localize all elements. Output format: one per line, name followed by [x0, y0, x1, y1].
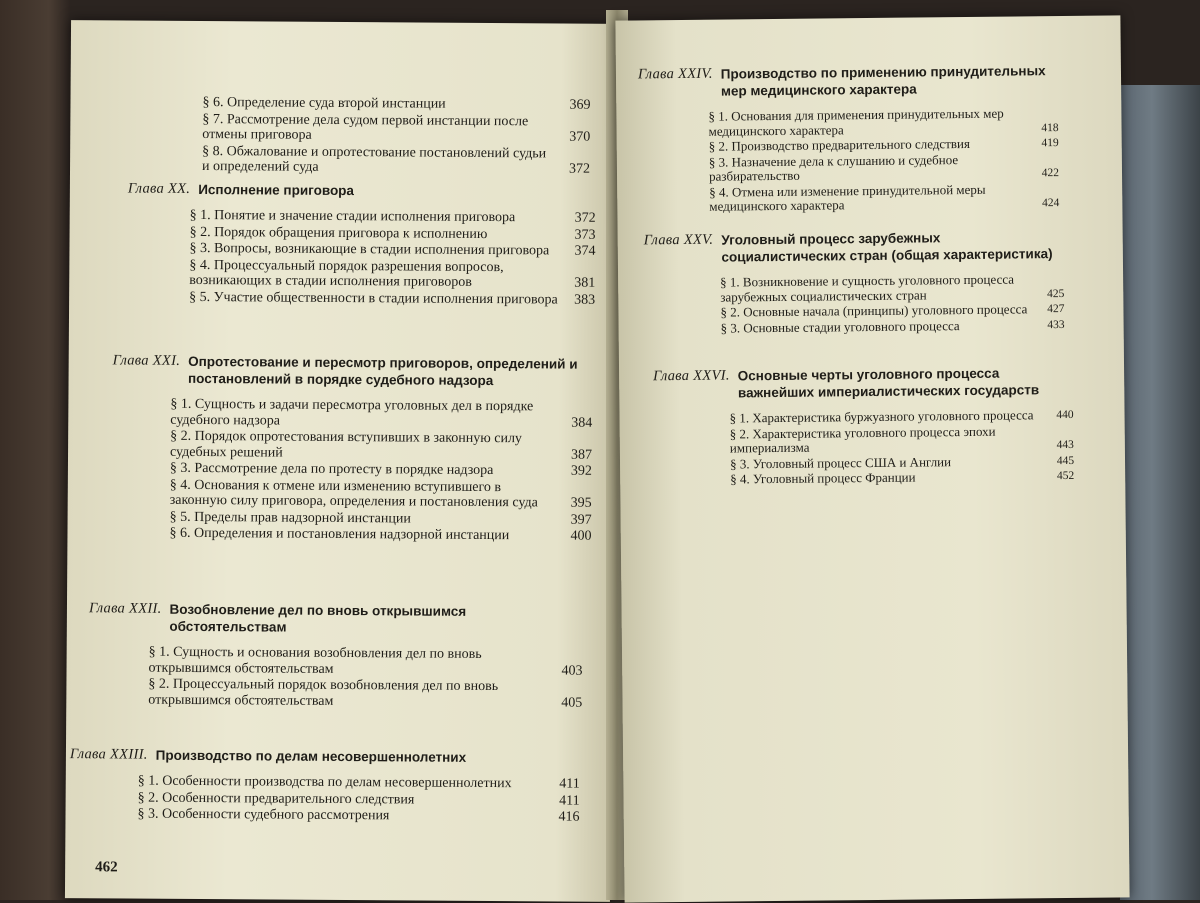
toc-entry-text: § 7. Рассмотрение дела судом первой инстанции после отмены приговора — [202, 111, 529, 143]
toc-entry-text: § 1. Основания для применения принудительных мер медицинского характера — [708, 105, 1004, 139]
toc-entry-text: § 3. Уголовный процесс США и Англии — [729, 453, 952, 471]
toc-entry-text: § 1. Сущность и задачи пересмотра уголовных дел в порядке судебного надзора — [170, 396, 534, 429]
toc-entry — [708, 106, 1058, 139]
toc-entry-page: 411 — [559, 776, 580, 792]
chapter-heading — [113, 352, 593, 389]
toc-entry — [170, 509, 592, 527]
toc-entry-text: § 2. Характеристика уголовного процесса эпохи империализма — [729, 423, 996, 456]
toc-entry — [169, 526, 591, 544]
chapter-number: Глава XXIII. — [69, 746, 148, 763]
left-page — [65, 20, 616, 902]
chapter-number: Глава XXII. — [88, 600, 162, 617]
toc-entry-page: 392 — [570, 463, 592, 479]
toc-entry-text: § 4. Процессуальный порядок разрешения вопросов, возникающих в стадии исполнения приговоров — [189, 257, 504, 290]
toc-entry-page: 443 — [1056, 438, 1074, 452]
toc-entry — [148, 645, 582, 679]
toc-entry-text: § 6. Определение суда второй инстанции — [202, 95, 446, 112]
toc-entry-text: § 3. Рассмотрение дела по протесту в порядке надзора — [169, 460, 494, 479]
toc-entry-text: § 5. Пределы прав надзорной инстанции — [169, 509, 411, 526]
toc-entry-page: 384 — [571, 415, 593, 431]
toc-entry-page: 440 — [1056, 408, 1074, 422]
toc-entry-text: § 3. Назначение дела к слушанию и судебное разбирательство — [708, 151, 959, 184]
toc-entry-text: § 4. Отмена или изменение принудительной меры медицинского характера — [709, 181, 986, 214]
toc-entry-text: § 2. Особенности предварительного следствия — [137, 790, 415, 808]
entry-list — [169, 397, 592, 544]
toc-entry — [709, 152, 1059, 185]
toc-entry-page: 405 — [561, 695, 583, 711]
chapter-number: Глава XX. — [127, 180, 191, 197]
toc-entry-page: 419 — [1041, 137, 1059, 150]
toc-entry — [189, 257, 595, 291]
chapter-xxi — [111, 352, 592, 545]
toc-entry-page: 425 — [1046, 287, 1065, 300]
chapter-number: Глава XXI. — [112, 352, 181, 369]
toc-entry — [190, 224, 596, 242]
toc-entry-page: 445 — [1056, 454, 1075, 467]
toc-entry-page: 397 — [570, 512, 592, 528]
toc-entry — [148, 677, 582, 711]
toc-entry — [730, 469, 1074, 487]
toc-entry-text: § 3. Основные стадии уголовного процесса — [720, 317, 960, 336]
toc-entry-page: 387 — [570, 447, 593, 463]
chapter-heading — [89, 600, 583, 637]
chapter-title: Производство по применению принудительных мер медицинского характера — [720, 63, 1046, 99]
toc-entry-page: 372 — [568, 161, 591, 177]
chapter-xx — [127, 181, 596, 309]
toc-entry-page: 374 — [574, 243, 596, 259]
chapter-heading — [128, 181, 596, 201]
toc-entry-text: § 1. Сущность и основания возобновления дел по вновь открывшимся обстоятельствам — [148, 644, 482, 677]
chapter-heading — [70, 746, 580, 767]
toc-entry-page: 400 — [570, 528, 592, 544]
chapter-title: Производство по делам несовершеннолетних — [155, 747, 467, 765]
chapter-xxvi — [653, 364, 1074, 489]
toc-entry-page: 403 — [561, 663, 583, 679]
toc-entry-page: 427 — [1047, 302, 1065, 316]
chapter-title: Опротестование и пересмотр приговоров, определений и постановлений в порядке судебного надзора — [187, 353, 578, 389]
toc-entry — [138, 790, 580, 809]
toc-entry-page: 395 — [570, 495, 592, 511]
chapter-xxiii — [69, 746, 580, 826]
toc-entry — [730, 423, 1074, 456]
chapter-heading — [638, 62, 1058, 100]
toc-entry-page: 369 — [569, 97, 591, 113]
chapter-number: Глава XXVI. — [653, 367, 730, 385]
toc-entry-text: § 1. Возникновение и сущность уголовного процесса зарубежных социалистических стран — [720, 271, 1015, 305]
toc-entry — [138, 774, 580, 793]
toc-entry — [202, 95, 590, 113]
entry-list — [729, 408, 1074, 487]
toc-entry-text: § 4. Основания к отмене или изменению вступившего в законную силу приговора, определения и постановления суда — [169, 477, 538, 511]
toc-entry — [170, 397, 592, 431]
toc-entry-text: § 2. Основные начала (принципы) уголовного процесса — [720, 301, 1028, 320]
toc-entry-page: 370 — [569, 129, 591, 145]
toc-entry-page: 411 — [559, 793, 580, 809]
toc-entry — [720, 272, 1064, 305]
toc-entry — [709, 182, 1059, 215]
toc-entry-text: § 1. Характеристика буржуазного уголовного процесса — [729, 407, 1034, 426]
toc-entry — [202, 112, 590, 146]
chapter-heading — [644, 228, 1064, 266]
toc-entry-text: § 5. Участие общественности в стадии исполнения приговора — [189, 289, 558, 308]
entry-list — [720, 272, 1065, 336]
toc-entry — [170, 477, 592, 511]
chapter-title: Основные черты уголовного процесса важнейших империалистических государств — [737, 365, 1040, 401]
chapter-title: Исполнение приговора — [198, 182, 355, 199]
entry-list — [189, 208, 596, 308]
toc-entry-text: § 4. Уголовный процесс Франции — [730, 469, 916, 487]
toc-entry — [189, 241, 595, 259]
book-cover-edge — [1120, 85, 1200, 900]
entry-list — [708, 106, 1059, 214]
page-number: 462 — [95, 859, 118, 876]
toc-entry-page: 416 — [558, 809, 580, 825]
desk-background — [0, 0, 70, 900]
toc-entry-page: 381 — [574, 275, 596, 291]
chapter-continuation — [202, 85, 591, 178]
chapter-number: Глава XXV. — [643, 231, 714, 249]
toc-entry-page: 373 — [574, 227, 596, 243]
toc-entry-text: § 2. Порядок опротестования вступивших в законную силу судебных решений — [170, 428, 523, 461]
toc-entry — [190, 208, 596, 226]
toc-entry — [170, 461, 592, 479]
toc-entry-text: § 3. Вопросы, возникающие в стадии исполнения приговора — [189, 240, 550, 259]
toc-entry-text: § 6. Определения и постановления надзорной инстанции — [169, 525, 510, 544]
toc-entry-text: § 1. Понятие и значение стадии исполнения приговора — [189, 207, 516, 226]
right-page — [615, 15, 1129, 902]
chapter-xxiv — [638, 62, 1060, 216]
toc-entry-text: § 3. Особенности судебного рассмотрения — [137, 806, 390, 824]
toc-entry — [189, 289, 595, 307]
chapter-heading — [653, 364, 1073, 402]
toc-entry-text: § 2. Порядок обращения приговора к исполнению — [189, 224, 488, 242]
toc-entry — [137, 807, 579, 826]
entry-list — [137, 774, 579, 826]
toc-entry-page: 433 — [1047, 318, 1065, 331]
toc-entry-text: § 8. Обжалование и опротестование постановлений судьи и определений суда — [202, 143, 547, 175]
chapter-xxv — [644, 228, 1065, 337]
entry-list — [202, 95, 591, 177]
chapter-title: Возобновление дел по вновь открывшимся обстоятельствам — [169, 601, 467, 635]
toc-entry-text: § 2. Процессуальный порядок возобновления дел по вновь открывшимся обстоятельствам — [148, 676, 499, 709]
toc-entry — [170, 429, 592, 463]
toc-entry-page: 372 — [574, 210, 596, 226]
toc-entry-page: 422 — [1041, 167, 1060, 180]
toc-entry-page: 452 — [1056, 469, 1075, 483]
toc-entry — [202, 144, 590, 178]
toc-entry-page: 424 — [1042, 197, 1060, 210]
chapter-xxii — [88, 600, 583, 711]
toc-entry-text: § 2. Производство предварительного следствия — [708, 135, 970, 154]
toc-entry-page: 383 — [574, 292, 596, 308]
toc-entry-text: § 1. Особенности производства по делам несовершеннолетних — [137, 773, 512, 792]
toc-entry — [721, 317, 1065, 335]
chapter-title: Уголовный процесс зарубежных социалистических стран (общая характеристика) — [721, 230, 1053, 265]
chapter-number: Глава XXIV. — [637, 65, 713, 83]
entry-list — [148, 645, 582, 711]
toc-entry-page: 418 — [1041, 121, 1059, 134]
